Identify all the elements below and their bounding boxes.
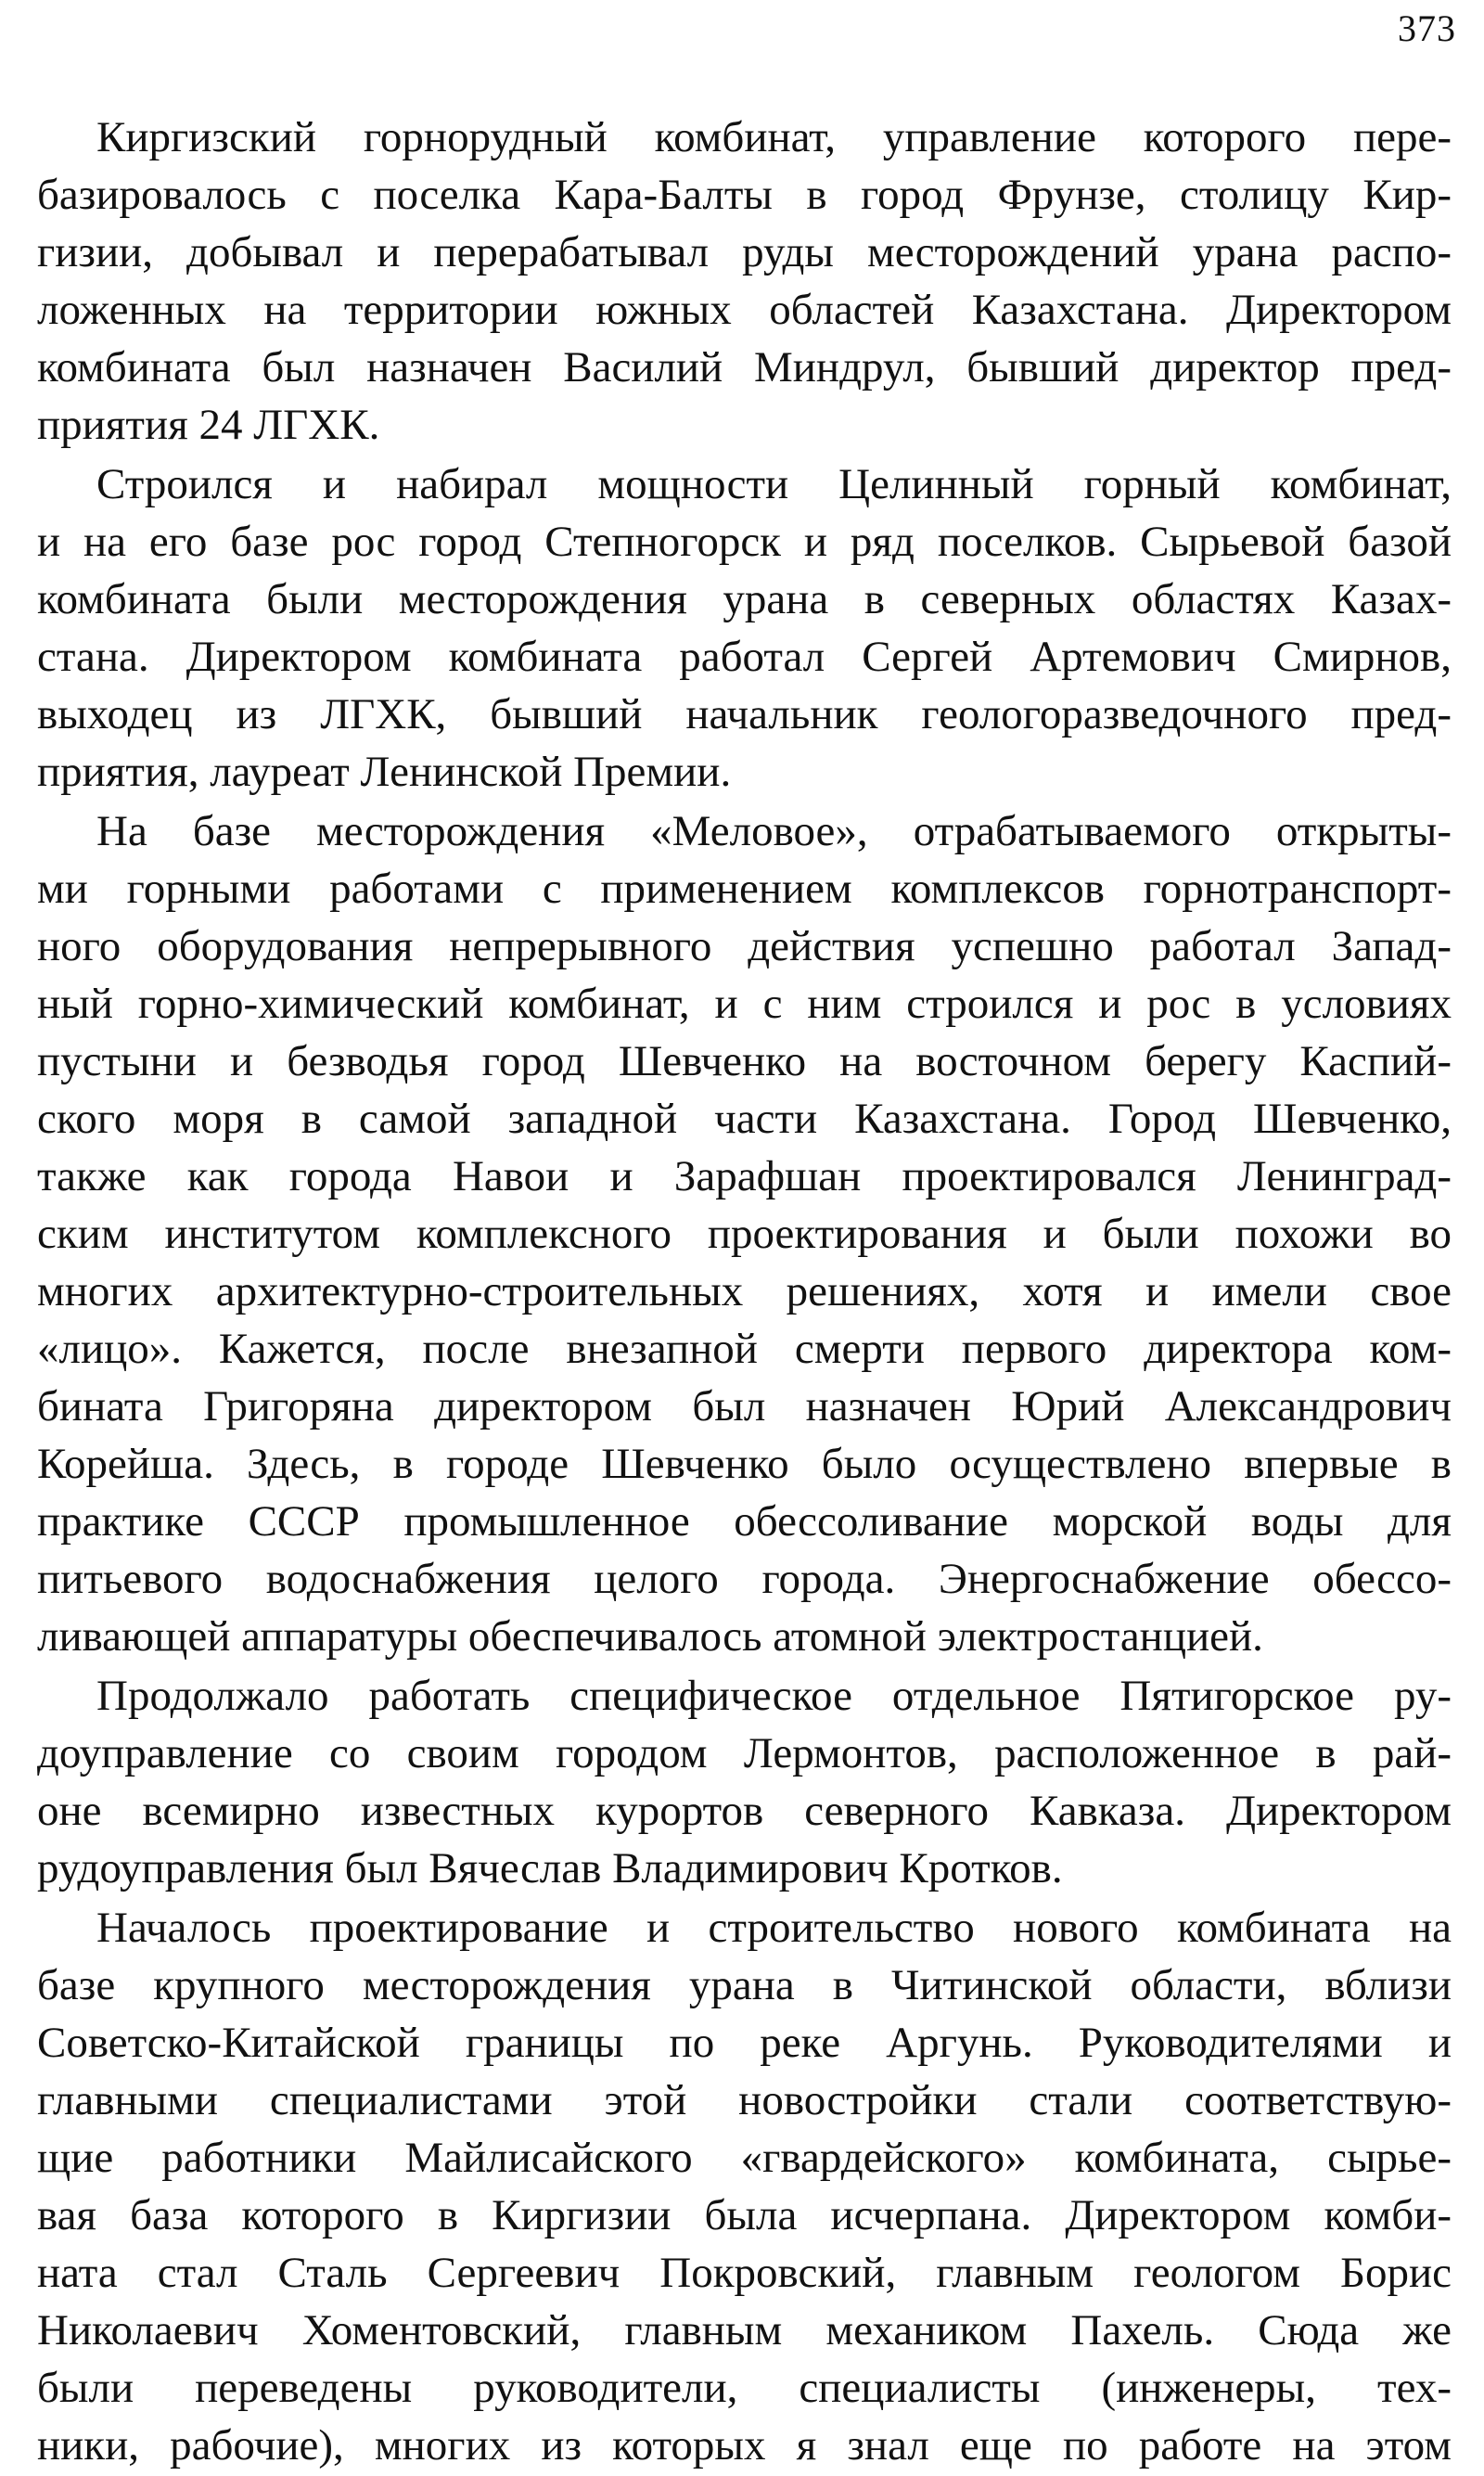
paragraph-5 — [37, 1899, 1452, 2474]
text-line: оне всемирно известных курортов северного Кавказа. Директором — [37, 1787, 1452, 1835]
text-line: ского моря в самой западной части Казахстана. Город Шевченко, — [37, 1095, 1452, 1143]
text-line: и на его базе рос город Степногорск и ряд поселков. Сырьевой базой — [37, 518, 1452, 566]
text-line: главными специалистами этой новостройки стали соответствую- — [37, 2076, 1452, 2124]
text-line: На базе месторождения «Меловое», отрабатываемого открыты- — [96, 807, 1452, 855]
text-line: комбината были месторождения урана в северных областях Казах- — [37, 575, 1452, 623]
text-line: ната стал Сталь Сергеевич Покровский, главным геологом Борис — [37, 2249, 1452, 2297]
text-line: ного оборудования непрерывного действия успешно работал Запад- — [37, 922, 1452, 970]
paragraph-4 — [37, 1667, 1452, 1897]
paragraph-3 — [37, 802, 1452, 1665]
text-line: питьевого водоснабжения целого города. Энергоснабжение обессо- — [37, 1555, 1452, 1603]
text-line: Строился и набирал мощности Целинный горный комбинат, — [96, 460, 1452, 508]
paragraph-2 — [37, 455, 1452, 801]
text-line: Киргизский горнорудный комбинат, управление которого пере- — [96, 113, 1452, 161]
text-line: ливающей аппаратуры обеспечивалось атомной электростанцией. — [37, 1612, 1263, 1661]
text-line: выходец из ЛГХК, бывший начальник геологоразведочного пред- — [37, 690, 1452, 738]
text-line: многих архитектурно-строительных решениях, хотя и имели свое — [37, 1267, 1452, 1315]
text-line: практике СССР промышленное обессоливание морской воды для — [37, 1497, 1452, 1546]
text-line: «лицо». Кажется, после внезапной смерти первого директора ком- — [37, 1325, 1452, 1373]
text-line: Началось проектирование и строительство нового комбината на — [96, 1904, 1452, 1952]
text-line: также как города Навои и Зарафшан проектировался Ленинград- — [37, 1152, 1452, 1200]
text-line: были переведены руководители, специалисты (инженеры, тех- — [37, 2364, 1452, 2412]
text-line: пустыни и безводья город Шевченко на восточном берегу Каспий- — [37, 1037, 1452, 1085]
text-line: базировалось с поселка Кара-Балты в город Фрунзе, столицу Кир- — [37, 171, 1452, 219]
page-number: 373 — [1398, 7, 1456, 49]
text-line: гизии, добывал и перерабатывал руды месторождений урана распо- — [37, 228, 1452, 276]
text-line: ложенных на территории южных областей Казахстана. Директором — [37, 286, 1452, 334]
text-line: вая база которого в Киргизии была исчерпана. Директором комби- — [37, 2191, 1452, 2239]
text-line: бината Григоряна директором был назначен Юрий Александрович — [37, 1382, 1452, 1430]
text-line: приятия 24 ЛГХК. — [37, 401, 380, 449]
text-line: Корейша. Здесь, в городе Шевченко было осуществлено впервые в — [37, 1440, 1452, 1488]
text-line: приятия, лауреат Ленинской Премии. — [37, 748, 732, 796]
text-line: ми горными работами с применением комплексов горнотранспорт- — [37, 865, 1452, 913]
text-line: Советско-Китайской границы по реке Аргунь. Руководителями и — [37, 2019, 1452, 2067]
text-line: ники, рабочие), многих из которых я знал еще по работе на этом — [37, 2421, 1452, 2470]
text-line: ный горно-химический комбинат, и с ним строился и рос в условиях — [37, 980, 1452, 1028]
text-line: рудоуправления был Вячеслав Владимирович Кротков. — [37, 1844, 1063, 1892]
body-text — [37, 109, 1452, 2476]
text-line: базе крупного месторождения урана в Читинской области, вблизи — [37, 1961, 1452, 2009]
text-line: ским институтом комплексного проектирования и были похожи во — [37, 1210, 1452, 1258]
paragraph-1 — [37, 109, 1452, 454]
text-line: Николаевич Хоментовский, главным механиком Пахель. Сюда же — [37, 2306, 1452, 2354]
text-line: стана. Директором комбината работал Сергей Артемович Смирнов, — [37, 633, 1452, 681]
text-line: доуправление со своим городом Лермонтов, расположенное в рай- — [37, 1729, 1452, 1777]
text-line: Продолжало работать специфическое отдельное Пятигорское ру- — [96, 1672, 1452, 1720]
text-line: комбината был назначен Василий Миндрул, бывший директор пред- — [37, 343, 1452, 391]
text-line: щие работники Майлисайского «гвардейского» комбината, сырье- — [37, 2134, 1452, 2182]
